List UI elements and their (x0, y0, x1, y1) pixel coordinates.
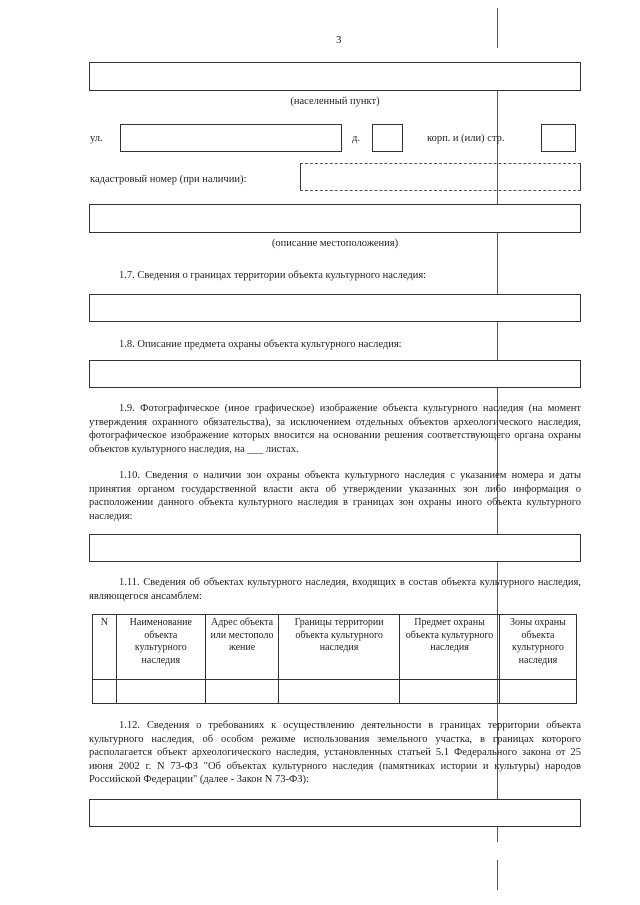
header-cell: Адрес объекта или местоположение (206, 615, 279, 680)
cadastral-label: кадастровый номер (при наличии): (90, 174, 247, 185)
boundaries-field[interactable] (89, 294, 581, 322)
table-cell[interactable] (278, 680, 399, 704)
settlement-field[interactable] (89, 62, 581, 91)
house-field[interactable] (372, 124, 403, 152)
header-cell: Зоны охраны объекта культурного наследия (499, 615, 576, 680)
table-cell[interactable] (93, 680, 117, 704)
page-number: 3 (336, 34, 342, 46)
table-cell[interactable] (499, 680, 576, 704)
table-header-row (93, 615, 577, 680)
table-cell[interactable] (206, 680, 279, 704)
building-label: корп. и (или) стр. (427, 133, 505, 144)
margin-line (497, 8, 498, 48)
section-1-7: 1.7. Сведения о границах территории объекта культурного наследия: (119, 270, 427, 281)
protection-zones-field[interactable] (89, 534, 581, 562)
section-1-12: 1.12. Сведения о требованиях к осуществлению деятельности в границах территории объекта культурного наследия, об особом режиме использования земельного участка, в границах которого располагается объект археологического наследия, установленных статьей 5.1 Федерального закона от 25 июня 2002 г. N 73-ФЗ "Об объектах культурного наследия (памятниках истории и культуры) народов Российской Федерации" (далее - Закон N 73-ФЗ): (89, 720, 581, 785)
header-cell: Предмет охраны объекта культурного наследия (400, 615, 500, 680)
section-1-11: 1.11. Сведения об объектах культурного наследия, входящих в состав объекта культурного наследия, являющегося ансамблем: (89, 577, 581, 602)
settlement-caption: (населенный пункт) (290, 96, 380, 107)
section-1-10: 1.10. Сведения о наличии зон охраны объекта культурного наследия с указанием номера и даты принятия органом государственной власти акта об утверждении указанных зон либо информация о расположении данного объекта культурного наследия в границах зон охраны иного объекта культурного наследия: (89, 470, 581, 522)
table-cell[interactable] (400, 680, 500, 704)
header-cell: Границы территории объекта культурного наследия (278, 615, 399, 680)
table-row (93, 680, 577, 704)
cadastral-field-top (300, 163, 581, 164)
house-label: д. (352, 133, 360, 144)
street-label: ул. (90, 133, 103, 144)
activity-requirements-field[interactable] (89, 799, 581, 827)
header-cell: Наименование объекта культурного наследия (116, 615, 205, 680)
location-field[interactable] (89, 204, 581, 233)
cadastral-field-bottom (300, 190, 581, 191)
building-field[interactable] (541, 124, 576, 152)
protection-subject-field[interactable] (89, 360, 581, 388)
section-1-9: 1.9. Фотографическое (иное графическое) изображение объекта культурного наследия (на момент утверждения охранного обязательства), за исключением отдельных объектов археологического наследия, фотографическое изображение которых вносится на основании решения соответствующего органа охраны объектов культурного наследия, на ___ листах. (89, 403, 581, 455)
cadastral-field[interactable] (300, 163, 581, 191)
header-cell: N (93, 615, 117, 680)
table-cell[interactable] (116, 680, 205, 704)
section-1-8: 1.8. Описание предмета охраны объекта культурного наследия: (119, 339, 402, 350)
street-field[interactable] (120, 124, 342, 152)
margin-line (497, 860, 498, 890)
location-caption: (описание местоположения) (271, 238, 399, 249)
ensemble-table (92, 614, 577, 704)
